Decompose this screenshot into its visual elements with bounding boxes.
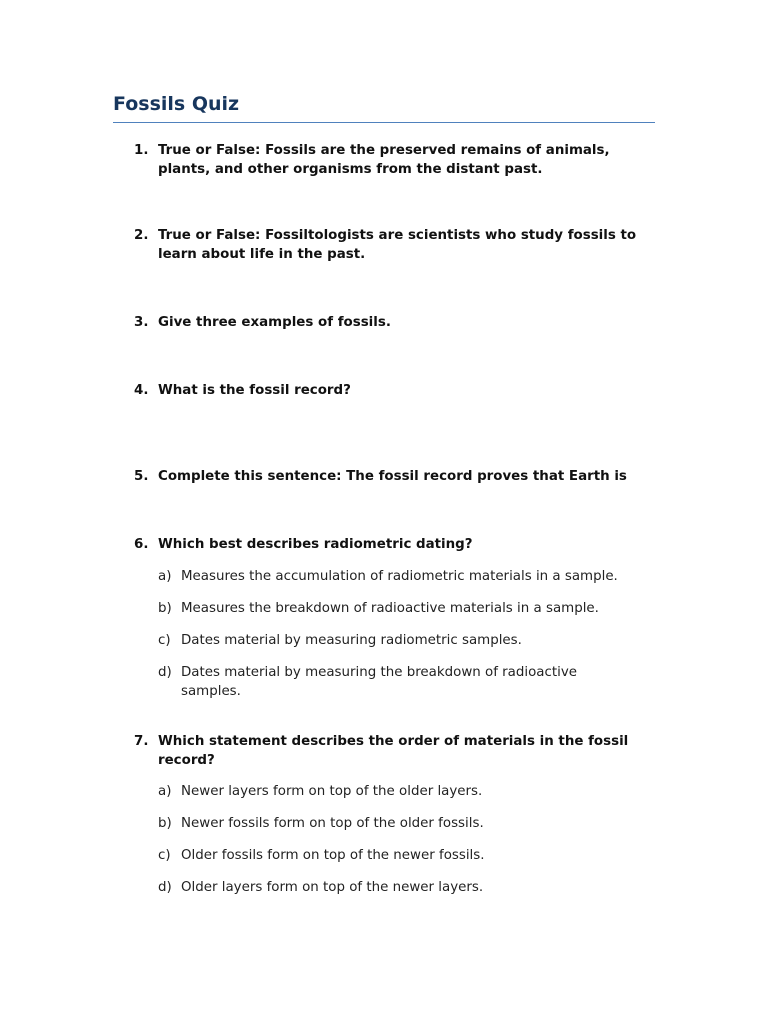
- question-text: Give three examples of fossils.: [158, 315, 391, 330]
- answer-option-7b: [158, 814, 658, 833]
- answer-option-7a: [158, 782, 658, 801]
- answer-option-7d: [158, 878, 658, 897]
- page-title: Fossils Quiz: [113, 93, 240, 115]
- question-number: 5.: [134, 469, 149, 484]
- question-3: [134, 313, 664, 332]
- question-7: [134, 732, 664, 770]
- question-text: Which statement describes the order of materials in the fossil record?: [158, 734, 629, 768]
- question-1: [134, 141, 664, 179]
- option-text: Dates material by measuring the breakdown of radioactive samples.: [181, 665, 578, 699]
- question-number: 7.: [134, 734, 149, 749]
- option-text: Measures the accumulation of radiometric materials in a sample.: [181, 569, 618, 584]
- option-letter: a): [158, 784, 172, 799]
- question-4: [134, 381, 664, 400]
- question-text: True or False: Fossiltologists are scientists who study fossils to learn about life in the past.: [158, 228, 637, 262]
- option-text: Measures the breakdown of radioactive materials in a sample.: [181, 601, 599, 616]
- answer-option-6b: [158, 599, 658, 618]
- option-letter: d): [158, 880, 172, 895]
- option-text: Dates material by measuring radiometric samples.: [181, 633, 522, 648]
- answer-option-7c: [158, 846, 658, 865]
- question-text: True or False: Fossils are the preserved remains of animals, plants, and other organisms from the distant past.: [158, 143, 610, 177]
- option-letter: d): [158, 665, 172, 680]
- question-text: What is the fossil record?: [158, 383, 351, 398]
- question-number: 3.: [134, 315, 149, 330]
- title-underline: [113, 122, 655, 123]
- option-letter: b): [158, 816, 172, 831]
- option-text: Newer layers form on top of the older layers.: [181, 784, 483, 799]
- option-letter: c): [158, 848, 171, 863]
- question-text: Which best describes radiometric dating?: [158, 537, 473, 552]
- question-number: 4.: [134, 383, 149, 398]
- answer-option-6c: [158, 631, 658, 650]
- answer-option-6d: [158, 663, 658, 701]
- option-letter: a): [158, 569, 172, 584]
- question-2: [134, 226, 664, 264]
- question-6: [134, 535, 664, 554]
- answer-option-6a: [158, 567, 658, 586]
- question-number: 2.: [134, 228, 149, 243]
- option-text: Older layers form on top of the newer layers.: [181, 880, 484, 895]
- option-text: Older fossils form on top of the newer fossils.: [181, 848, 485, 863]
- question-text: Complete this sentence: The fossil record proves that Earth is: [158, 469, 627, 484]
- question-5: [134, 467, 664, 486]
- question-number: 1.: [134, 143, 149, 158]
- option-text: Newer fossils form on top of the older fossils.: [181, 816, 484, 831]
- question-number: 6.: [134, 537, 149, 552]
- option-letter: b): [158, 601, 172, 616]
- option-letter: c): [158, 633, 171, 648]
